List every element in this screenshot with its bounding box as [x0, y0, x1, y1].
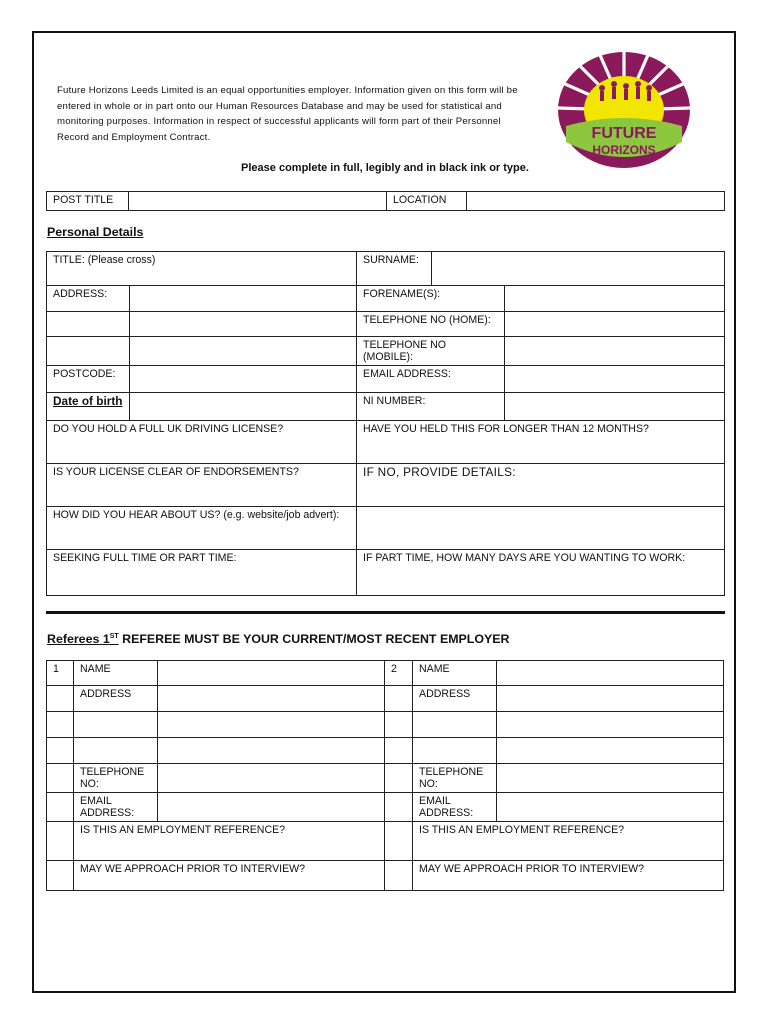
endorsement-details-field[interactable]: IF NO, PROVIDE DETAILS: [357, 464, 725, 507]
referee-2-address-field-1[interactable] [497, 686, 724, 712]
part-time-days-field[interactable]: IF PART TIME, HOW MANY DAYS ARE YOU WANTING TO WORK: [357, 550, 725, 596]
full-part-time-field[interactable]: SEEKING FULL TIME OR PART TIME: [47, 550, 357, 596]
referee-1-number: 1 [47, 661, 74, 686]
license-endorsements-field[interactable]: IS YOUR LICENSE CLEAR OF ENDORSEMENTS? [47, 464, 357, 507]
location-field[interactable] [467, 192, 725, 211]
ni-number-field[interactable] [505, 393, 725, 421]
referee-1-address-field-1[interactable] [158, 686, 385, 712]
referees-table [46, 660, 724, 891]
referee-1-margin [47, 712, 74, 738]
email-field[interactable] [505, 366, 725, 393]
referee-1-margin [47, 764, 74, 793]
equal-opportunities-statement: Future Horizons Leeds Limited is an equal opportunities employer. Information given on this form will be entered in whole or in part onto our Human Resources Database and may be used for statistical and monitoring purposes. Information in respect of successful applicants will form part of their Personnel Record and Employment Contract. [57, 85, 518, 143]
logo-text-horizons: HORIZONS [592, 143, 656, 157]
address-label-blank-2 [47, 337, 130, 366]
referee-2-margin [385, 793, 413, 822]
forenames-label: FORENAME(S): [357, 286, 505, 312]
referee-2-address-blank [413, 738, 497, 764]
forenames-field[interactable] [505, 286, 725, 312]
referee-1-email-label: EMAIL ADDRESS: [74, 793, 158, 822]
referee-2-margin [385, 686, 413, 712]
referee-1-telephone-label: TELEPHONE NO: [74, 764, 158, 793]
postcode-label: POSTCODE: [47, 366, 130, 393]
section-divider [46, 611, 725, 614]
referee-1-address-blank [74, 712, 158, 738]
address-label: ADDRESS: [47, 286, 130, 312]
post-table [46, 191, 725, 211]
license-duration-field[interactable]: HAVE YOU HELD THIS FOR LONGER THAN 12 MONTHS? [357, 421, 725, 464]
tel-home-field[interactable] [505, 312, 725, 337]
referee-2-margin [385, 822, 413, 861]
address-field-1[interactable] [130, 286, 357, 312]
referees-heading: Referees 1ST REFEREE MUST BE YOUR CURRENT/MOST RECENT EMPLOYER [47, 632, 510, 646]
address-field-3[interactable] [130, 337, 357, 366]
referee-2-name-field[interactable] [497, 661, 724, 686]
email-label: EMAIL ADDRESS: [357, 366, 505, 393]
referee-1-address-field-2[interactable] [158, 712, 385, 738]
tel-home-label: TELEPHONE NO (HOME): [357, 312, 505, 337]
post-title-field[interactable] [129, 192, 387, 211]
dob-label: Date of birth [47, 393, 130, 421]
logo-text-future: FUTURE [591, 125, 657, 142]
referee-1-margin [47, 822, 74, 861]
personal-details-table [46, 251, 725, 596]
referee-1-margin [47, 793, 74, 822]
referee-1-margin [47, 686, 74, 712]
address-label-blank [47, 312, 130, 337]
future-horizons-logo [556, 50, 692, 170]
referee-1-margin [47, 861, 74, 891]
referee-1-margin [47, 738, 74, 764]
referee-2-address-field-3[interactable] [497, 738, 724, 764]
referee-2-email-label: EMAIL ADDRESS: [413, 793, 497, 822]
referee-1-address-field-3[interactable] [158, 738, 385, 764]
how-heard-label: HOW DID YOU HEAR ABOUT US? (e.g. website/job advert): [47, 507, 357, 550]
referee-2-address-blank [413, 712, 497, 738]
referee-2-email-field[interactable] [497, 793, 724, 822]
referee-1-address-label: ADDRESS [74, 686, 158, 712]
tel-mobile-field[interactable] [505, 337, 725, 366]
surname-field[interactable] [432, 252, 725, 286]
referee-2-margin [385, 712, 413, 738]
referee-2-telephone-field[interactable] [497, 764, 724, 793]
referee-1-address-blank [74, 738, 158, 764]
completion-instruction: Please complete in full, legibly and in black ink or type. [241, 162, 529, 174]
referee-2-name-label: NAME [413, 661, 497, 686]
referee-1-approach-field[interactable]: MAY WE APPROACH PRIOR TO INTERVIEW? [74, 861, 385, 891]
referee-1-telephone-field[interactable] [158, 764, 385, 793]
referee-2-margin [385, 738, 413, 764]
referee-2-telephone-label: TELEPHONE NO: [413, 764, 497, 793]
referee-2-address-field-2[interactable] [497, 712, 724, 738]
surname-label: SURNAME: [357, 252, 432, 286]
location-label: LOCATION [387, 192, 467, 211]
dob-field[interactable] [130, 393, 357, 421]
referee-2-employment-ref-field[interactable]: IS THIS AN EMPLOYMENT REFERENCE? [413, 822, 724, 861]
ni-number-label: NI NUMBER: [357, 393, 505, 421]
referee-1-name-label: NAME [74, 661, 158, 686]
tel-mobile-label: TELEPHONE NO (MOBILE): [357, 337, 505, 366]
title-field[interactable]: TITLE: (Please cross) [47, 252, 357, 286]
referee-2-margin [385, 764, 413, 793]
driving-license-field[interactable]: DO YOU HOLD A FULL UK DRIVING LICENSE? [47, 421, 357, 464]
referee-2-margin [385, 861, 413, 891]
referee-2-approach-field[interactable]: MAY WE APPROACH PRIOR TO INTERVIEW? [413, 861, 724, 891]
referee-2-address-label: ADDRESS [413, 686, 497, 712]
post-title-label: POST TITLE [47, 192, 129, 211]
referee-2-number: 2 [385, 661, 413, 686]
personal-details-heading: Personal Details [47, 225, 144, 239]
referee-1-employment-ref-field[interactable]: IS THIS AN EMPLOYMENT REFERENCE? [74, 822, 385, 861]
referee-1-email-field[interactable] [158, 793, 385, 822]
address-field-2[interactable] [130, 312, 357, 337]
how-heard-field[interactable] [357, 507, 725, 550]
postcode-field[interactable] [130, 366, 357, 393]
referee-1-name-field[interactable] [158, 661, 385, 686]
